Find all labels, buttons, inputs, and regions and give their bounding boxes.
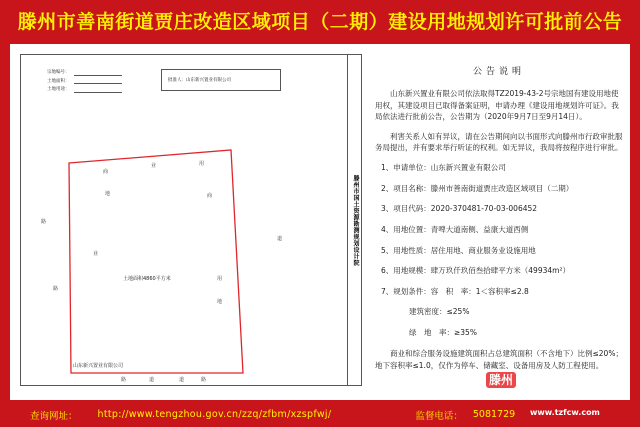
- item-value: 肆万玖仟玖佰叁拾肆平方米（49934m²）: [430, 266, 570, 276]
- map-scatter-label: 道: [277, 236, 283, 242]
- item-value: 居住用地、商业服务业设施用地: [430, 245, 536, 255]
- green-line: 绿 地 率：≥35%: [409, 328, 477, 338]
- watermark-site: 房产网: [516, 370, 586, 396]
- parcel-owner-label: 山东新兴置业有限公司: [73, 363, 124, 369]
- approver-text: 批准人：山东新兴置业有限公司: [168, 78, 231, 83]
- parcel-drawing: [21, 55, 363, 387]
- item-key: 3、项目代码：: [381, 204, 431, 214]
- map-scatter-label: 道: [149, 377, 155, 383]
- map-scatter-label: 地: [105, 191, 111, 197]
- watermark-url: www.tzfcw.com: [530, 408, 600, 417]
- inquiry-url-link[interactable]: http://www.tengzhou.gov.cn/zzq/zfbm/xzspfwj/: [97, 409, 332, 420]
- notice-item: [375, 162, 623, 174]
- map-scatter-label: 用: [199, 161, 205, 167]
- watermark-city: 滕州: [486, 372, 516, 388]
- notice-item: [375, 183, 623, 195]
- parcel-area-label: 土地面积4860平方米: [123, 276, 171, 282]
- legend-label: 土地用途：: [47, 87, 70, 93]
- map-scatter-label: 业: [93, 251, 99, 257]
- map-scatter-label: 商: [207, 193, 213, 199]
- map-side-strip: [347, 55, 363, 385]
- notice-item: [375, 265, 623, 277]
- notice-tail: 商业和综合服务设施建筑面积占总建筑面积（不含地下）比例≤20%；地下容积率≤1.0，仅作为停车、储藏室、设备用房及人防工程使用。: [375, 348, 623, 371]
- map-scatter-label: 路: [41, 219, 47, 225]
- map-scatter-label: 路: [53, 286, 59, 292]
- map-scatter-label: 商: [103, 169, 109, 175]
- inquiry-label: 查询网址：: [30, 410, 78, 422]
- notice-items: [375, 162, 623, 339]
- map-scatter-label: 路: [201, 377, 207, 383]
- map-scatter-label: 业: [151, 163, 157, 169]
- map-scatter-label: 地: [217, 299, 223, 305]
- map-scatter-label: 用: [217, 276, 223, 282]
- page-title: 滕州市善南街道贾庄改造区域项目（二期）建设用地规划许可批前公告: [17, 10, 623, 33]
- notice-item: [375, 245, 623, 257]
- item-value: 青啤大道南侧、益康大道西侧: [430, 224, 529, 234]
- item-key: 6、用地规模：: [381, 266, 431, 276]
- item-key: 5、用地性质：: [381, 245, 431, 255]
- item-key: 2、项目名称：: [381, 183, 431, 193]
- parcel-boundary: [69, 150, 243, 373]
- map-side-label: 滕州市国土资源勘测规划设计院: [352, 174, 359, 266]
- notice-text: [375, 66, 623, 373]
- legend-label: 土地面积：: [47, 78, 70, 84]
- notice-paragraph: 利害关系人如有异议，请在公告期间向以书面形式向滕州市行政审批服务局提出，并有要求举行听证的权利。如无异议，我局将按程序进行审批。: [375, 131, 623, 153]
- notice-item: [375, 203, 623, 215]
- hotline-label: 监督电话：: [415, 410, 463, 422]
- title-bar: [0, 0, 640, 40]
- density-line: 建筑密度：≤25%: [409, 307, 470, 317]
- notice-item: [375, 286, 623, 298]
- item-key: 7、规划条件：: [381, 286, 431, 296]
- map-scatter-label: 路: [121, 377, 127, 383]
- item-key: 1、申请单位：: [381, 163, 431, 173]
- item-value: 容 积 率：1＜容积率≤2.8: [430, 286, 529, 296]
- notice-paragraph: 山东新兴置业有限公司依法取得TZ2019-43-2号宗地国有建设用地使用权，其建设项目已取得备案证明，申请办理《建设用地规划许可证》。我局依法进行批前公告，公告期为（2020年9月7日至9月14日）。: [375, 88, 619, 122]
- map-scatter-label: 道: [179, 377, 185, 383]
- item-value: 2020-370481-70-03-006452: [430, 204, 538, 214]
- hotline-number: 5081729: [472, 409, 516, 420]
- site-plan-map: [20, 54, 362, 386]
- footer-bar: [0, 402, 640, 427]
- item-value: 山东新兴置业有限公司: [430, 163, 506, 173]
- item-key: 4、用地位置：: [381, 224, 431, 234]
- notice-item: [375, 224, 623, 236]
- notice-title: 公告说明: [472, 67, 525, 77]
- notice-board: [10, 44, 630, 400]
- item-value: 滕州市善南街道贾庄改造区域项目（二期）: [430, 183, 574, 193]
- legend-label: 宗地编号：: [47, 70, 70, 75]
